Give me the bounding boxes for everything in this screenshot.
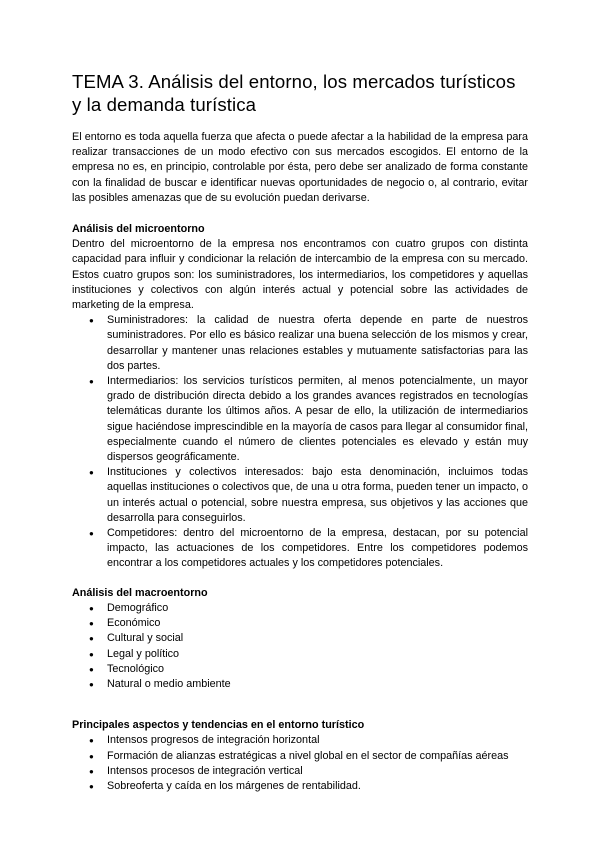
trends-section: [72, 718, 528, 794]
bullet-icon: ●: [89, 316, 94, 326]
microentorno-section: [72, 222, 528, 572]
list-item-text: Formación de alianzas estratégicas a nivel global en el sector de compañías aéreas: [107, 749, 509, 762]
list-item-text: Competidores: dentro del microentorno de la empresa, destacan, por su potencial impacto, las actuaciones de los competidores. Entre los competidores podemos encontrar a los competidores actuales y los competidores potenciales.: [107, 527, 528, 570]
list-item-text: Suministradores: la calidad de nuestra oferta depende en parte de nuestros suministradores. Por ello es básico realizar una buena selección de los mismos y crear, desarrollar y mantener unas relaciones estables y mutuamente satisfactorias para las dos partes.: [107, 314, 528, 372]
list-item: [89, 616, 528, 631]
list-item-text: Intensos procesos de integración vertical: [107, 764, 303, 777]
bullet-icon: ●: [89, 634, 94, 644]
list-item: [89, 677, 528, 692]
list-item-text: Sobreoferta y caída en los márgenes de rentabilidad.: [107, 779, 361, 792]
list-item: [89, 749, 528, 764]
bullet-icon: ●: [89, 649, 94, 659]
list-item: [89, 662, 528, 677]
bullet-icon: ●: [89, 468, 94, 478]
list-item: [89, 764, 528, 779]
list-item-text: Intensos progresos de integración horizontal: [107, 734, 320, 747]
list-item-text: Intermediarios: los servicios turísticos permiten, al menos potencialmente, un mayor grado de distribución directa debido a los grandes avances registrados en tecnologías telemáticas durante los últimos años. A pesar de ello, la utilización de intermediarios sigue haciéndose imprescindible en la mayoría de casos para llegar al consumidor final, especialmente cuando el número de clientes potenciales es elevado y están muy dispersos geográficamente.: [107, 375, 528, 464]
list-item-text: Demográfico: [107, 601, 169, 614]
intro-paragraph: El entorno es toda aquella fuerza que afecta o puede afectar a la habilidad de la empresa para realizar transacciones de un modo efectivo con sus mercados escogidos. El entorno de la empresa no es, en principio, controlable por ésta, pero debe ser analizado de forma constante con la finalidad de buscar e identificar nuevas oportunidades de negocio o, al contrario, evitar las posibles amenazas que de su evolución puedan derivarse.: [72, 131, 528, 204]
microentorno-paragraph: Dentro del microentorno de la empresa nos encontramos con cuatro grupos con distinta capacidad para influir y condicionar la relación de intercambio de la empresa con su mercado. Estos cuatro grupos son: los suministradores, los intermediarios, los competidores y aquellas instituciones y colectivos con algún interés actual y potencial sobre las actividades de marketing de la empresa.: [72, 238, 528, 312]
list-item-text: Natural o medio ambiente: [107, 677, 231, 690]
list-item: [89, 779, 528, 794]
list-item-text: Instituciones y colectivos interesados: bajo esta denominación, incluimos todas aquellas instituciones o colectivos que, de una u otra forma, pueden tener un impacto, o un interés actual o potencial, sobre nuestra empresa, sus objetivos y las acciones que desarrolla para conseguirlos.: [107, 466, 528, 524]
list-item-text: Económico: [107, 617, 161, 630]
list-item: [89, 601, 528, 616]
bullet-icon: ●: [89, 751, 94, 761]
microentorno-list: [72, 313, 528, 571]
trends-heading: Principales aspectos y tendencias en el entorno turístico: [72, 719, 365, 732]
list-item: [89, 465, 528, 526]
list-item: [89, 733, 528, 748]
bullet-icon: ●: [89, 781, 94, 791]
macroentorno-heading: Análisis del macroentorno: [72, 586, 208, 599]
list-item: [89, 647, 528, 662]
list-item: [89, 313, 528, 374]
page-title: TEMA 3. Análisis del entorno, los mercados turísticos y la demanda turística: [72, 71, 516, 115]
bullet-icon: ●: [89, 766, 94, 776]
microentorno-heading: Análisis del microentorno: [72, 223, 205, 236]
bullet-icon: ●: [89, 736, 94, 746]
bullet-icon: ●: [89, 664, 94, 674]
macroentorno-section: [72, 586, 528, 692]
list-item: [89, 374, 528, 465]
macroentorno-list: [72, 601, 528, 692]
document-page: [72, 70, 528, 808]
bullet-icon: ●: [89, 377, 94, 387]
trends-list: [72, 733, 528, 794]
bullet-icon: ●: [89, 603, 94, 613]
list-item-text: Cultural y social: [107, 632, 184, 645]
bullet-icon: ●: [89, 619, 94, 629]
list-item: [89, 631, 528, 646]
bullet-icon: ●: [89, 529, 94, 539]
bullet-icon: ●: [89, 679, 94, 689]
list-item: [89, 526, 528, 572]
list-item-text: Tecnológico: [107, 662, 165, 675]
list-item-text: Legal y político: [107, 647, 180, 660]
